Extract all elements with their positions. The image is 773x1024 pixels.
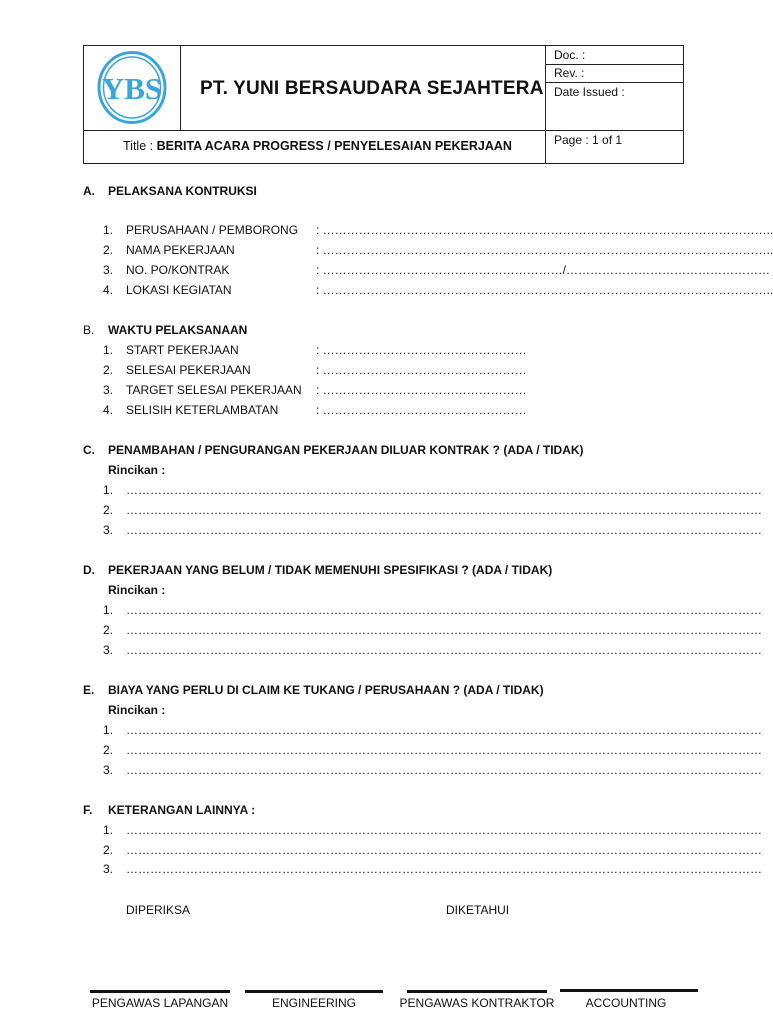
section-c-line-3[interactable]: ……………………………………………………………………………………………………………………………………………	[126, 523, 762, 537]
section-c-line-1[interactable]: ……………………………………………………………………………………………………………………………………………	[126, 483, 762, 497]
section-e-line-1[interactable]: ……………………………………………………………………………………………………………………………………………	[126, 723, 762, 737]
section-e-line-3[interactable]: ……………………………………………………………………………………………………………………………………………	[126, 763, 762, 777]
signature-line-field-supervisor	[90, 990, 230, 993]
section-b-num: 3.	[103, 383, 114, 397]
activity-location-label: LOKASI KEGIATAN	[126, 283, 232, 297]
role-engineering: ENGINEERING	[271, 996, 356, 1010]
section-d-num: 3.	[103, 643, 114, 657]
section-b-num: 2.	[103, 363, 114, 377]
company-logo	[96, 50, 168, 125]
delay-difference-label: SELISIH KETERLAMBATAN	[126, 403, 279, 417]
company-contractor-label: PERUSAHAAN / PEMBORONG	[126, 223, 299, 237]
section-e-heading: BIAYA YANG PERLU DI CLAIM KE TUKANG / PERUSAHAAN ? (ADA / TIDAK)	[108, 683, 544, 697]
section-f-line-2[interactable]: ……………………………………………………………………………………………………………………………………………	[126, 843, 762, 857]
checked-by-label: DIPERIKSA	[126, 903, 191, 917]
section-e-num: 2.	[103, 743, 114, 757]
section-d-line-3[interactable]: ……………………………………………………………………………………………………………………………………………	[126, 643, 762, 657]
po-contract-field[interactable]: : ……………………………………………………/……………………………………………	[316, 263, 771, 277]
section-b-num: 1.	[103, 343, 114, 357]
section-a-num: 4.	[103, 283, 114, 297]
section-a-num: 3.	[103, 263, 114, 277]
header-divider-meta	[545, 45, 546, 164]
section-a-heading: PELAKSANA KONTRUKSI	[108, 184, 257, 198]
section-d-letter: D.	[83, 563, 95, 577]
start-work-field[interactable]: : ……………………………………………	[316, 343, 527, 357]
target-finish-field[interactable]: : ……………………………………………	[316, 383, 527, 397]
section-c-letter: C.	[83, 443, 95, 457]
date-issued-label: Date Issued :	[554, 85, 625, 99]
finish-work-label: SELESAI PEKERJAAN	[126, 363, 251, 377]
section-f-heading: KETERANGAN LAINNYA :	[108, 803, 256, 817]
role-field-supervisor: PENGAWAS LAPANGAN	[91, 996, 229, 1010]
section-d-line-1[interactable]: ……………………………………………………………………………………………………………………………………………	[126, 603, 762, 617]
section-d-heading: PEKERJAAN YANG BELUM / TIDAK MEMENUHI SPESIFIKASI ? (ADA / TIDAK)	[108, 563, 553, 577]
company-contractor-field[interactable]: : …………………………………………………………………………………………………..	[316, 223, 773, 237]
section-f-num: 2.	[103, 843, 114, 857]
section-b-num: 4.	[103, 403, 114, 417]
start-work-label: START PEKERJAAN	[126, 343, 239, 357]
header-divider-doc	[545, 64, 684, 65]
section-f-num: 3.	[103, 862, 114, 876]
header-divider-logo	[180, 45, 181, 131]
role-contractor-supervisor: PENGAWAS KONTRAKTOR	[399, 996, 555, 1010]
section-b-letter: B.	[83, 323, 95, 337]
section-c-line-2[interactable]: ……………………………………………………………………………………………………………………………………………	[126, 503, 762, 517]
section-c-details-label: Rincikan :	[108, 463, 166, 477]
section-a-num: 1.	[103, 223, 114, 237]
acknowledged-by-label: DIKETAHUI	[446, 903, 510, 917]
company-name: PT. YUNI BERSAUDARA SEJAHTERA	[200, 78, 544, 99]
job-name-label: NAMA PEKERJAAN	[126, 243, 235, 257]
section-b-heading: WAKTU PELAKSANAAN	[108, 323, 248, 337]
section-e-num: 3.	[103, 763, 114, 777]
section-e-letter: E.	[83, 683, 95, 697]
signature-line-contractor-supervisor	[407, 990, 547, 993]
section-d-num: 2.	[103, 623, 114, 637]
section-f-num: 1.	[103, 823, 114, 837]
header-divider-rev	[545, 82, 684, 83]
signature-line-engineering	[245, 990, 383, 993]
doc-label: Doc. :	[554, 48, 586, 62]
signature-line-accounting	[560, 989, 698, 992]
target-finish-label: TARGET SELESAI PEKERJAAN	[126, 383, 302, 397]
section-e-line-2[interactable]: ……………………………………………………………………………………………………………………………………………	[126, 743, 762, 757]
section-f-letter: F.	[83, 803, 93, 817]
rev-label: Rev. :	[554, 66, 585, 80]
document-title	[123, 139, 512, 153]
section-a-num: 2.	[103, 243, 114, 257]
section-c-num: 3.	[103, 523, 114, 537]
section-d-details-label: Rincikan :	[108, 583, 166, 597]
section-d-num: 1.	[103, 603, 114, 617]
header-divider-title	[83, 130, 684, 131]
section-c-num: 1.	[103, 483, 114, 497]
delay-difference-field[interactable]: : ……………………………………………	[316, 403, 527, 417]
section-e-details-label: Rincikan :	[108, 703, 166, 717]
finish-work-field[interactable]: : ……………………………………………	[316, 363, 527, 377]
role-accounting: ACCOUNTING	[585, 996, 667, 1010]
section-e-num: 1.	[103, 723, 114, 737]
page-number: Page : 1 of 1	[554, 133, 623, 147]
po-contract-label: NO. PO/KONTRAK	[126, 263, 230, 277]
logo-text: YBS	[101, 71, 163, 106]
activity-location-field[interactable]: : …………………………………………………………………………………………………..	[316, 283, 773, 297]
job-name-field[interactable]: : …………………………………………………………………………………………………..	[316, 243, 773, 257]
section-c-heading: PENAMBAHAN / PENGURANGAN PEKERJAAN DILUAR KONTRAK ? (ADA / TIDAK)	[108, 443, 584, 457]
section-d-line-2[interactable]: ……………………………………………………………………………………………………………………………………………	[126, 623, 762, 637]
section-a-letter: A.	[83, 184, 95, 198]
title-text: BERITA ACARA PROGRESS / PENYELESAIAN PEKERJAAN	[156, 139, 512, 153]
title-prefix: Title :	[123, 139, 157, 153]
section-f-line-1[interactable]: ……………………………………………………………………………………………………………………………………………	[126, 823, 762, 837]
section-f-line-3[interactable]: ……………………………………………………………………………………………………………………………………………	[126, 862, 762, 876]
section-c-num: 2.	[103, 503, 114, 517]
